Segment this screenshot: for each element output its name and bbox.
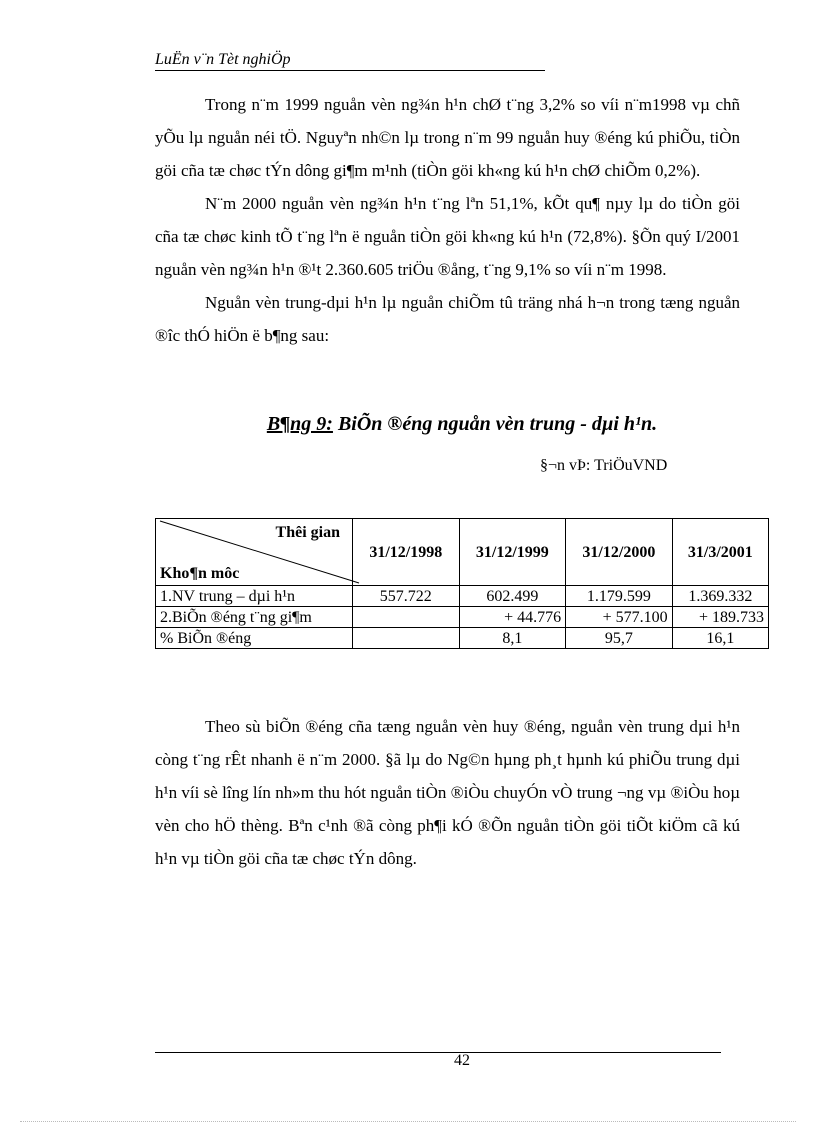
page-number: 42	[454, 1052, 470, 1069]
data-table	[155, 518, 769, 649]
body-text-bottom	[155, 710, 740, 875]
page-header: LuËn v¨n Tèt nghiÖp	[155, 50, 545, 71]
table-row	[156, 586, 769, 607]
table-cell: + 189.733	[672, 607, 768, 628]
table-cell	[353, 607, 460, 628]
table-cell: 16,1	[672, 628, 768, 649]
column-header: 31/12/1998	[353, 519, 460, 586]
table-cell	[353, 628, 460, 649]
table-corner-cell	[156, 519, 353, 586]
column-header: 31/12/1999	[459, 519, 566, 586]
corner-bottom-label: Kho¶n môc	[160, 565, 240, 582]
table-cell: 602.499	[459, 586, 566, 607]
page-bottom-dotted-rule	[20, 1121, 796, 1122]
column-header: 31/3/2001	[672, 519, 768, 586]
unit-note: §¬n vÞ: TriÖuVND	[540, 457, 668, 474]
row-label: % BiÕn ®éng	[156, 628, 353, 649]
table-cell: 1.179.599	[566, 586, 673, 607]
table-row	[156, 628, 769, 649]
table-cell: + 44.776	[459, 607, 566, 628]
column-header: 31/12/2000	[566, 519, 673, 586]
body-text-top	[155, 88, 740, 352]
table-cell: 8,1	[459, 628, 566, 649]
table-cell: + 577.100	[566, 607, 673, 628]
paragraph-2: N¨m 2000 nguån vèn ng¾n h¹n t¨ng lªn 51,1%, kÕt qu¶ nµy lµ do tiÒn göi cña tæ chøc kinh tÕ t¨ng lªn ë nguån tiÒn göi kh«ng kú h¹n (72,8%). §Õn quý I/2001 nguån vèn ng¾n h¹n ®¹t 2.360.605 triÖu ®ång, t¨ng 9,1% so víi n¨m 1998.	[155, 194, 740, 279]
table-cell: 557.722	[353, 586, 460, 607]
paragraph-3: Nguån vèn trung-dµi h¹n lµ nguån chiÕm tû träng nhá h¬n trong tæng nguån ®îc thÓ hiÖn ë b¶ng sau:	[155, 293, 740, 345]
table-title-text: BiÕn ®éng nguån vèn trung - dµi h¹n.	[332, 413, 658, 435]
table-row	[156, 607, 769, 628]
table-cell: 95,7	[566, 628, 673, 649]
row-label: 2.BiÕn ®éng t¨ng gi¶m	[156, 607, 353, 628]
footer-divider	[155, 1052, 721, 1053]
paragraph-1: Trong n¨m 1999 nguån vèn ng¾n h¹n chØ t¨ng 3,2% so víi n¨m1998 vµ chñ yÕu lµ nguån néi tÖ. Nguyªn nh©n lµ trong n¨m 99 nguån huy ®éng kú phiÕu, tiÒn göi cña tæ chøc tÝn dông gi¶m m¹nh (tiÒn göi kh«ng kú h¹n chØ chiÕm 0,2%).	[155, 95, 740, 180]
table-title-label: B¶ng 9:	[266, 413, 333, 435]
corner-top-label: Thêi gian	[275, 524, 340, 541]
row-label: 1.NV trung – dµi h¹n	[156, 586, 353, 607]
table-cell: 1.369.332	[672, 586, 768, 607]
table-title	[155, 413, 769, 436]
paragraph-4: Theo sù biÕn ®éng cña tæng nguån vèn huy ®éng, nguån vèn trung dµi h¹n còng t¨ng rÊt nhanh ë n¨m 2000. §ã lµ do Ng©n hµng ph¸t hµnh kú phiÕu trung dµi h¹n víi sè lîng lín nh»m thu hót nguån tiÒn ®iÒu chuyÓn vÒ trung ¬ng vµ ®iÒu hoµ vèn cho hÖ thèng. Bªn c¹nh ®ã còng ph¶i kÓ ®Õn nguån tiÒn göi tiÕt kiÖm cã kú h¹n vµ tiÒn göi cña tæ chøc tÝn dông.	[155, 717, 740, 868]
table-header-row	[156, 519, 769, 586]
